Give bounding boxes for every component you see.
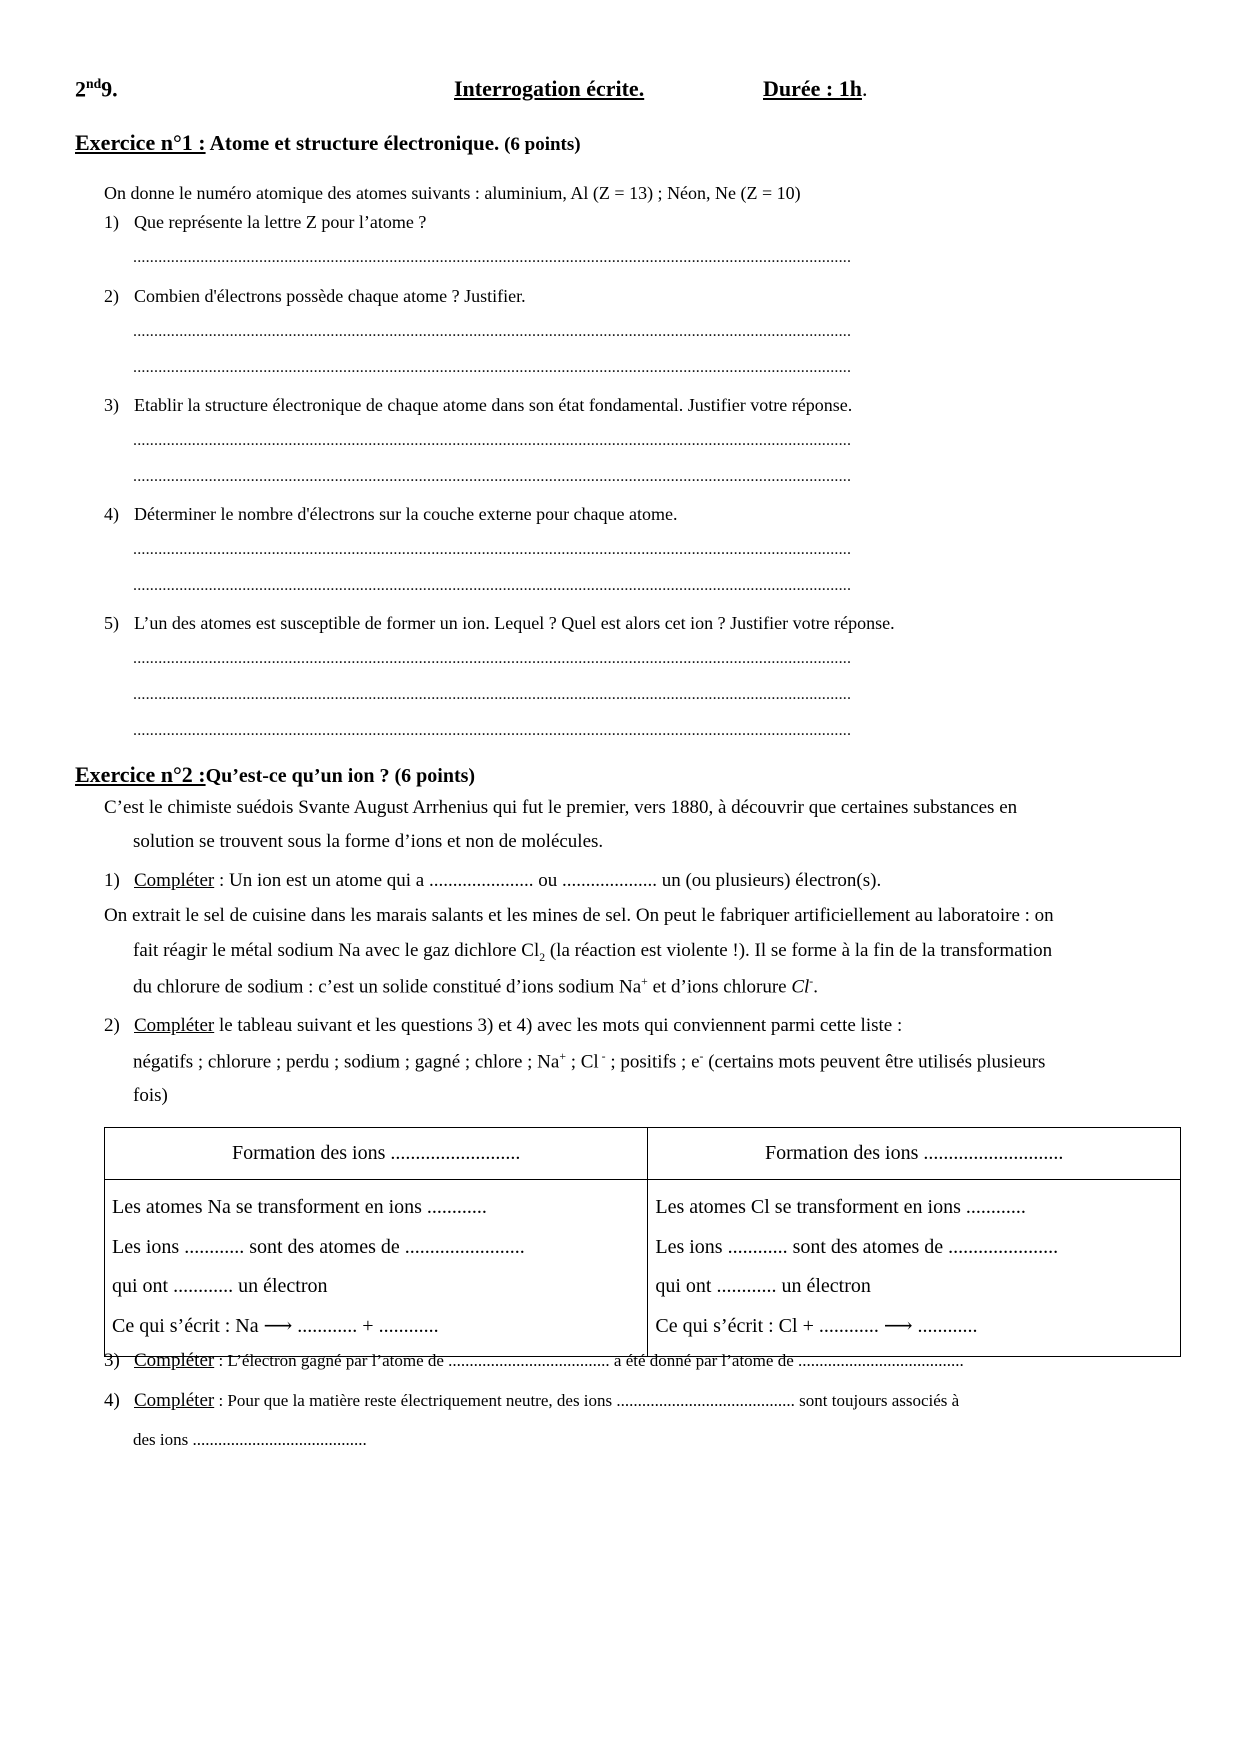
- answer-line[interactable]: ...........................................................................................................................................................................: [133, 577, 852, 594]
- table-line: Les ions ............ sont des atomes de ......................: [655, 1235, 1059, 1258]
- exercise-2-intro-line2: solution se trouvent sous la forme d’ions et non de molécules.: [133, 831, 604, 852]
- exercise-1-heading: Exercice n°1 : Atome et structure électronique. (6 points): [75, 130, 581, 155]
- answer-line[interactable]: ...........................................................................................................................................................................: [133, 722, 852, 739]
- exercise-1-intro: On donne le numéro atomique des atomes suivants : aluminium, Al (Z = 13) ; Néon, Ne (Z = 10): [104, 183, 801, 203]
- question-2: 2) Combien d'électrons possède chaque atome ? Justifier.: [104, 286, 526, 306]
- table-cell-sodium: [105, 1180, 648, 1357]
- question-1: 1) Que représente la lettre Z pour l’atome ?: [104, 212, 427, 232]
- question-5: 5) L’un des atomes est susceptible de former un ion. Lequel ? Quel est alors cet ion ? Justifier votre réponse.: [104, 613, 895, 633]
- page-title: Interrogation écrite.: [454, 76, 645, 101]
- table-line: Les atomes Na se transforment en ions ............: [112, 1196, 487, 1218]
- table-line: Ce qui s’écrit : Cl + ............ ⟶ ............: [655, 1314, 978, 1337]
- exercise-2-heading: Exercice n°2 :Qu’est-ce qu’un ion ? (6 points): [75, 762, 476, 787]
- table-line: Ce qui s’écrit : Na ⟶ ............ + ............: [112, 1314, 439, 1337]
- ex2-question-3: 3) Compléter : L’électron gagné par l’atome de ...................................... a été donné par l’atome de .......................................: [104, 1350, 964, 1371]
- table-line: qui ont ............ un électron: [112, 1275, 328, 1297]
- answer-line[interactable]: ...........................................................................................................................................................................: [133, 468, 852, 485]
- table-header-right: Formation des ions ............................: [648, 1128, 1181, 1180]
- ex2-paragraph-line3: du chlorure de sodium : c’est un solide constitué d’ions sodium Na+ et d’ions chlorure Cl-.: [133, 975, 818, 998]
- word-list: négatifs ; chlorure ; perdu ; sodium ; gagné ; chlore ; Na+ ; Cl - ; positifs ; e- (certains mots peuvent être utilisés plusieurs: [133, 1050, 1046, 1073]
- table-line: qui ont ............ un électron: [655, 1275, 871, 1297]
- table-line: Les atomes Cl se transforment en ions ............: [655, 1196, 1026, 1218]
- ions-formation-table: [104, 1127, 1181, 1357]
- ex2-paragraph-line1: On extrait le sel de cuisine dans les marais salants et les mines de sel. On peut le fabriquer artificiellement au laboratoire : on: [104, 905, 1054, 926]
- answer-line[interactable]: ...........................................................................................................................................................................: [133, 686, 852, 703]
- answer-line[interactable]: ...........................................................................................................................................................................: [133, 323, 852, 340]
- answer-line[interactable]: ...........................................................................................................................................................................: [133, 650, 852, 667]
- class-label: 2nd9.: [75, 76, 118, 102]
- exercise-2-intro-line1: C’est le chimiste suédois Svante August Arrhenius qui fut le premier, vers 1880, à découvrir que certaines substances en: [104, 797, 1018, 818]
- table-cell-chlorine: [648, 1180, 1181, 1357]
- duration: Durée : 1h.: [763, 76, 868, 101]
- question-3: 3) Etablir la structure électronique de chaque atome dans son état fondamental. Justifier votre réponse.: [104, 395, 853, 415]
- ex2-question-4-continued: des ions .........................................: [133, 1430, 367, 1449]
- ex2-question-1: 1) Compléter : Un ion est un atome qui a ...................... ou .................... un (ou plusieurs) électron(s).: [104, 870, 882, 891]
- ex2-question-2: 2) Compléter le tableau suivant et les questions 3) et 4) avec les mots qui conviennent parmi cette liste :: [104, 1015, 903, 1036]
- question-4: 4) Déterminer le nombre d'électrons sur la couche externe pour chaque atome.: [104, 504, 678, 524]
- table-line: Les ions ............ sont des atomes de ........................: [112, 1235, 525, 1258]
- answer-line[interactable]: ...........................................................................................................................................................................: [133, 249, 852, 266]
- ex2-paragraph-line2: fait réagir le métal sodium Na avec le gaz dichlore $Cl_2$ (la réaction est violente !). Il se forme à la fin de la transformation: [133, 940, 1053, 964]
- answer-line[interactable]: ...........................................................................................................................................................................: [133, 541, 852, 558]
- word-list-continued: fois): [133, 1085, 168, 1106]
- answer-line[interactable]: ...........................................................................................................................................................................: [133, 432, 852, 449]
- ex2-question-4: 4) Compléter : Pour que la matière reste électriquement neutre, des ions .......................................... sont toujours associés à: [104, 1390, 960, 1411]
- answer-line[interactable]: ...........................................................................................................................................................................: [133, 359, 852, 376]
- table-header-left: Formation des ions ..........................: [105, 1128, 648, 1180]
